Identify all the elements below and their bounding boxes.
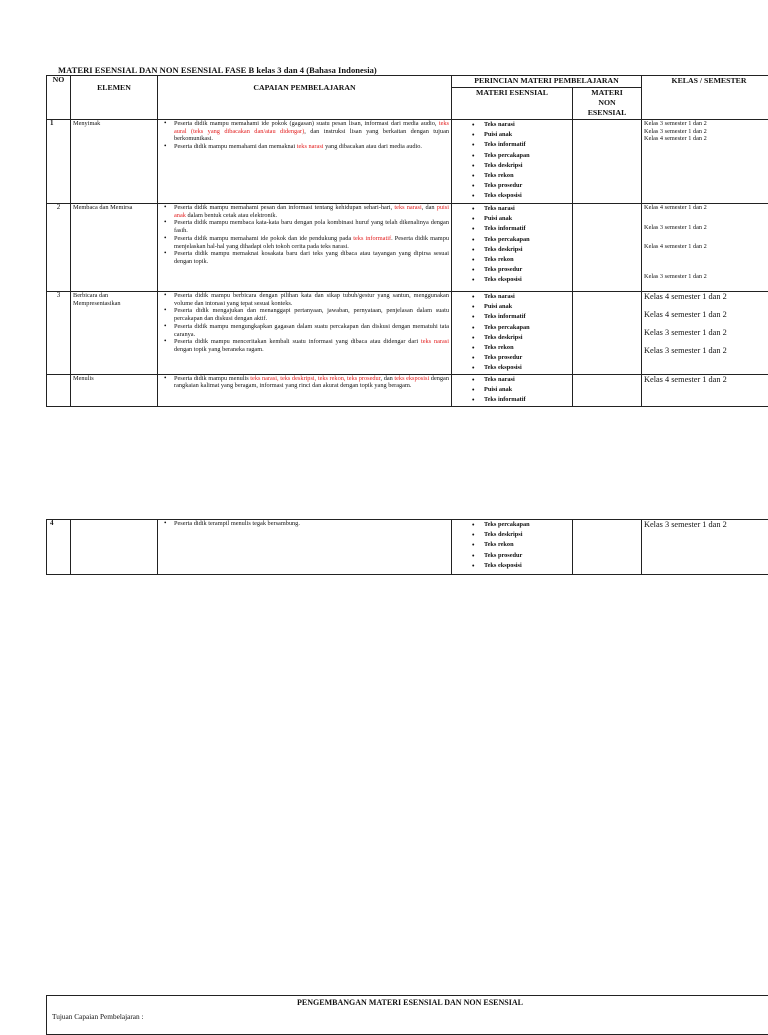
elemen-cell: Berbicara dan Mempresentasikan [71, 292, 158, 375]
highlighted-text: teks eksposisi [394, 375, 429, 382]
materi-item: • Teks rekon [484, 171, 570, 181]
capaian-text: Peserta didik mampu menceritakan kembali suatu informasi yang dibaca atau didengar dari [174, 338, 421, 345]
capaian-cell [158, 204, 452, 292]
materi-item: • Teks informatif [484, 224, 570, 234]
materi-esensial-list [454, 292, 570, 374]
materi-item: • Puisi anak [484, 302, 570, 312]
header-capaian: CAPAIAN PEMBELAJARAN [158, 76, 452, 120]
capaian-text: Peserta didik mampu memahami ide pokok (gagasan) suatu pesan lisan, informasi dari media audio, [174, 120, 439, 127]
materi-item: • Teks prosedur [484, 353, 570, 363]
kelas-list [644, 520, 768, 530]
capaian-item [174, 375, 449, 390]
kelas-list [644, 292, 768, 356]
materi-esensial-list [454, 120, 570, 202]
capaian-item [174, 120, 449, 143]
kelas-item: Kelas 4 semester 1 dan 2 [644, 243, 768, 251]
materi-item: • Teks informatif [484, 312, 570, 322]
elemen-cell [71, 520, 158, 575]
capaian-text: Peserta didik mampu mengungkapkan gagasan dalam suatu percakapan dan diskusi dengan mematuhi tata caranya. [174, 323, 449, 338]
capaian-item [174, 292, 449, 307]
materi-esensial-cell [452, 292, 573, 375]
capaian-text: dengan rangkaian kalimat yang beragam, informasi yang rinci dan akurat dengan topik yang beragam. [174, 375, 449, 390]
materi-non-esensial-cell [573, 204, 642, 292]
kelas-list [644, 204, 768, 281]
header-materi-esensial: MATERI ESENSIAL [452, 88, 573, 120]
materi-table-continuation [46, 519, 768, 575]
capaian-text: dengan topik yang beraneka ragam. [174, 346, 264, 353]
header-elemen: ELEMEN [71, 76, 158, 120]
materi-item: • Teks prosedur [484, 181, 570, 191]
capaian-item [174, 323, 449, 338]
row-number: 3 [47, 292, 71, 375]
highlighted-text: teks narasi [421, 338, 449, 345]
kelas-cell [642, 520, 768, 575]
kelas-item: Kelas 4 semester 1 dan 2 [644, 135, 768, 143]
materi-item: • Teks prosedur [484, 265, 570, 275]
materi-non-esensial-cell [573, 120, 642, 204]
materi-item: • Teks narasi [484, 375, 570, 385]
header-perincian: PERINCIAN MATERI PEMBELAJARAN [452, 76, 642, 88]
materi-item: • Teks rekon [484, 343, 570, 353]
kelas-item: Kelas 3 semester 1 dan 2 [644, 128, 768, 136]
materi-item: • Teks informatif [484, 140, 570, 150]
capaian-text: , dan [381, 375, 395, 382]
capaian-list [160, 204, 449, 266]
capaian-text: Peserta didik mampu menulis [174, 375, 250, 382]
kelas-item: Kelas 4 semester 1 dan 2 [644, 292, 768, 302]
materi-item: • Teks prosedur [484, 551, 570, 561]
materi-item: • Teks eksposisi [484, 561, 570, 571]
capaian-list [160, 292, 449, 354]
kelas-list [644, 375, 768, 385]
table-row [47, 520, 768, 575]
capaian-text: Peserta didik mampu memahami dan memaknai [174, 143, 297, 150]
capaian-text: Peserta didik mampu memahami ide pokok dan ide pendukung pada [174, 235, 353, 242]
elemen-cell: Membaca dan Memirsa [71, 204, 158, 292]
materi-table [46, 75, 768, 407]
document-title: MATERI ESENSIAL DAN NON ESENSIAL FASE B kelas 3 dan 4 (Bahasa Indonesia) [58, 65, 377, 75]
kelas-item: Kelas 3 semester 1 dan 2 [644, 346, 768, 356]
row-number [47, 374, 71, 406]
highlighted-text: teks narasi [394, 204, 421, 211]
table-row [47, 204, 768, 292]
kelas-item: Kelas 3 semester 1 dan 2 [644, 273, 768, 281]
capaian-item [174, 143, 449, 151]
capaian-text: Peserta didik mampu berbicara dengan pilihan kata dan sikap tubuh/gestur yang santun, menggunakan volume dan intonasi yang tepat sesuai konteks. [174, 292, 449, 307]
capaian-cell [158, 374, 452, 406]
materi-item: • Teks deskripsi [484, 245, 570, 255]
table-row [47, 120, 768, 204]
pengembangan-title: PENGEMBANGAN MATERI ESENSIAL DAN NON ESENSIAL [47, 998, 768, 1007]
header-kelas: KELAS / SEMESTER [642, 76, 768, 120]
capaian-item [174, 204, 449, 219]
capaian-cell [158, 292, 452, 375]
materi-non-esensial-cell [573, 374, 642, 406]
row-number: 2 [47, 204, 71, 292]
materi-item: • Teks rekon [484, 540, 570, 550]
header-no: NO [47, 76, 71, 120]
capaian-item [174, 338, 449, 353]
capaian-cell [158, 520, 452, 575]
kelas-list [644, 120, 768, 143]
kelas-cell [642, 120, 768, 204]
kelas-item: Kelas 4 semester 1 dan 2 [644, 310, 768, 320]
materi-item: • Teks informatif [484, 395, 570, 405]
capaian-text: dalam bentuk cetak atau elektronik. [186, 212, 277, 219]
capaian-item [174, 235, 449, 250]
capaian-list [160, 120, 449, 151]
materi-esensial-list [454, 520, 570, 571]
kelas-item: Kelas 4 semester 1 dan 2 [644, 204, 768, 212]
capaian-text: , dan instruksi lisan yang berkaitan dengan tujuan berkomunikasi. [174, 128, 449, 143]
capaian-item [174, 219, 449, 234]
capaian-item [174, 307, 449, 322]
capaian-text: Peserta didik mampu memahami pesan dan informasi tentang kehidupan sehari-hari, [174, 204, 394, 211]
kelas-item: Kelas 3 semester 1 dan 2 [644, 328, 768, 338]
capaian-text: . Peserta didik mampu menjelaskan hal-hal yang dihadapi oleh tokoh cerita pada teks narasi. [174, 235, 449, 250]
materi-non-esensial-cell [573, 292, 642, 375]
kelas-item: Kelas 4 semester 1 dan 2 [644, 375, 768, 385]
highlighted-text: teks narasi [297, 143, 324, 150]
highlighted-text: teks aural (teks yang dibacakan dan/atau didengar) [174, 120, 449, 135]
capaian-cell [158, 120, 452, 204]
materi-item: • Teks deskripsi [484, 161, 570, 171]
tujuan-label: Tujuan Capaian Pembelajaran : [52, 1012, 768, 1021]
capaian-text: Peserta didik mampu membaca kata-kata baru dengan pola kombinasi huruf yang telah dikenalinya dengan fasih. [174, 219, 449, 234]
materi-esensial-list [454, 204, 570, 286]
row-number: 1 [47, 120, 71, 204]
materi-esensial-cell [452, 204, 573, 292]
kelas-cell [642, 374, 768, 406]
materi-item: • Teks eksposisi [484, 275, 570, 285]
capaian-text: yang dibacakan atau dari media audio. [324, 143, 422, 150]
capaian-item [174, 250, 449, 265]
highlighted-text: puisi anak [174, 204, 449, 219]
materi-item: • Puisi anak [484, 385, 570, 395]
highlighted-text: teks informatif [353, 235, 391, 242]
elemen-cell: Menyimak [71, 120, 158, 204]
kelas-item: Kelas 3 semester 1 dan 2 [644, 120, 768, 128]
materi-item: • Teks narasi [484, 292, 570, 302]
kelas-item: Kelas 3 semester 1 dan 2 [644, 520, 768, 530]
table-row [47, 374, 768, 406]
materi-item: • Teks percakapan [484, 235, 570, 245]
capaian-list [160, 375, 449, 390]
materi-item: • Teks narasi [484, 204, 570, 214]
materi-non-esensial-cell [573, 520, 642, 575]
materi-item: • Puisi anak [484, 214, 570, 224]
kelas-cell [642, 204, 768, 292]
row-number: 4 [47, 520, 71, 575]
capaian-list [160, 520, 449, 528]
materi-item: • Teks deskripsi [484, 333, 570, 343]
materi-item: • Teks percakapan [484, 520, 570, 530]
kelas-cell [642, 292, 768, 375]
capaian-text: Peserta didik mampu memaknai kosakata baru dari teks yang dibaca atau tayangan yang dipirsa sesuai dengan topik. [174, 250, 449, 265]
capaian-text: , dan [422, 204, 437, 211]
materi-item: • Teks narasi [484, 120, 570, 130]
capaian-item [174, 520, 449, 528]
capaian-text: Peserta didik terampil menulis tegak bersambung. [174, 520, 300, 527]
elemen-cell: Menulis [71, 374, 158, 406]
materi-item: • Puisi anak [484, 130, 570, 140]
materi-esensial-list [454, 375, 570, 406]
pengembangan-section [46, 995, 768, 1035]
kelas-item: Kelas 3 semester 1 dan 2 [644, 224, 768, 232]
materi-item: • Teks percakapan [484, 151, 570, 161]
materi-esensial-cell [452, 374, 573, 406]
highlighted-text: teks narasi, teks deskripsi, teks rekon, teks prosedur [250, 375, 380, 382]
materi-item: • Teks percakapan [484, 323, 570, 333]
materi-item: • Teks deskripsi [484, 530, 570, 540]
materi-esensial-cell [452, 520, 573, 575]
capaian-text: Peserta didik mengajukan dan menanggapi pertanyaan, jawaban, pernyataan, penjelasan dalam suatu percakapan dan diskusi dengan aktif. [174, 307, 449, 322]
materi-esensial-cell [452, 120, 573, 204]
materi-item: • Teks rekon [484, 255, 570, 265]
materi-item: • Teks eksposisi [484, 191, 570, 201]
header-materi-non-esensial: MATERI NON ESENSIAL [573, 88, 642, 120]
materi-item: • Teks eksposisi [484, 363, 570, 373]
table-row [47, 292, 768, 375]
